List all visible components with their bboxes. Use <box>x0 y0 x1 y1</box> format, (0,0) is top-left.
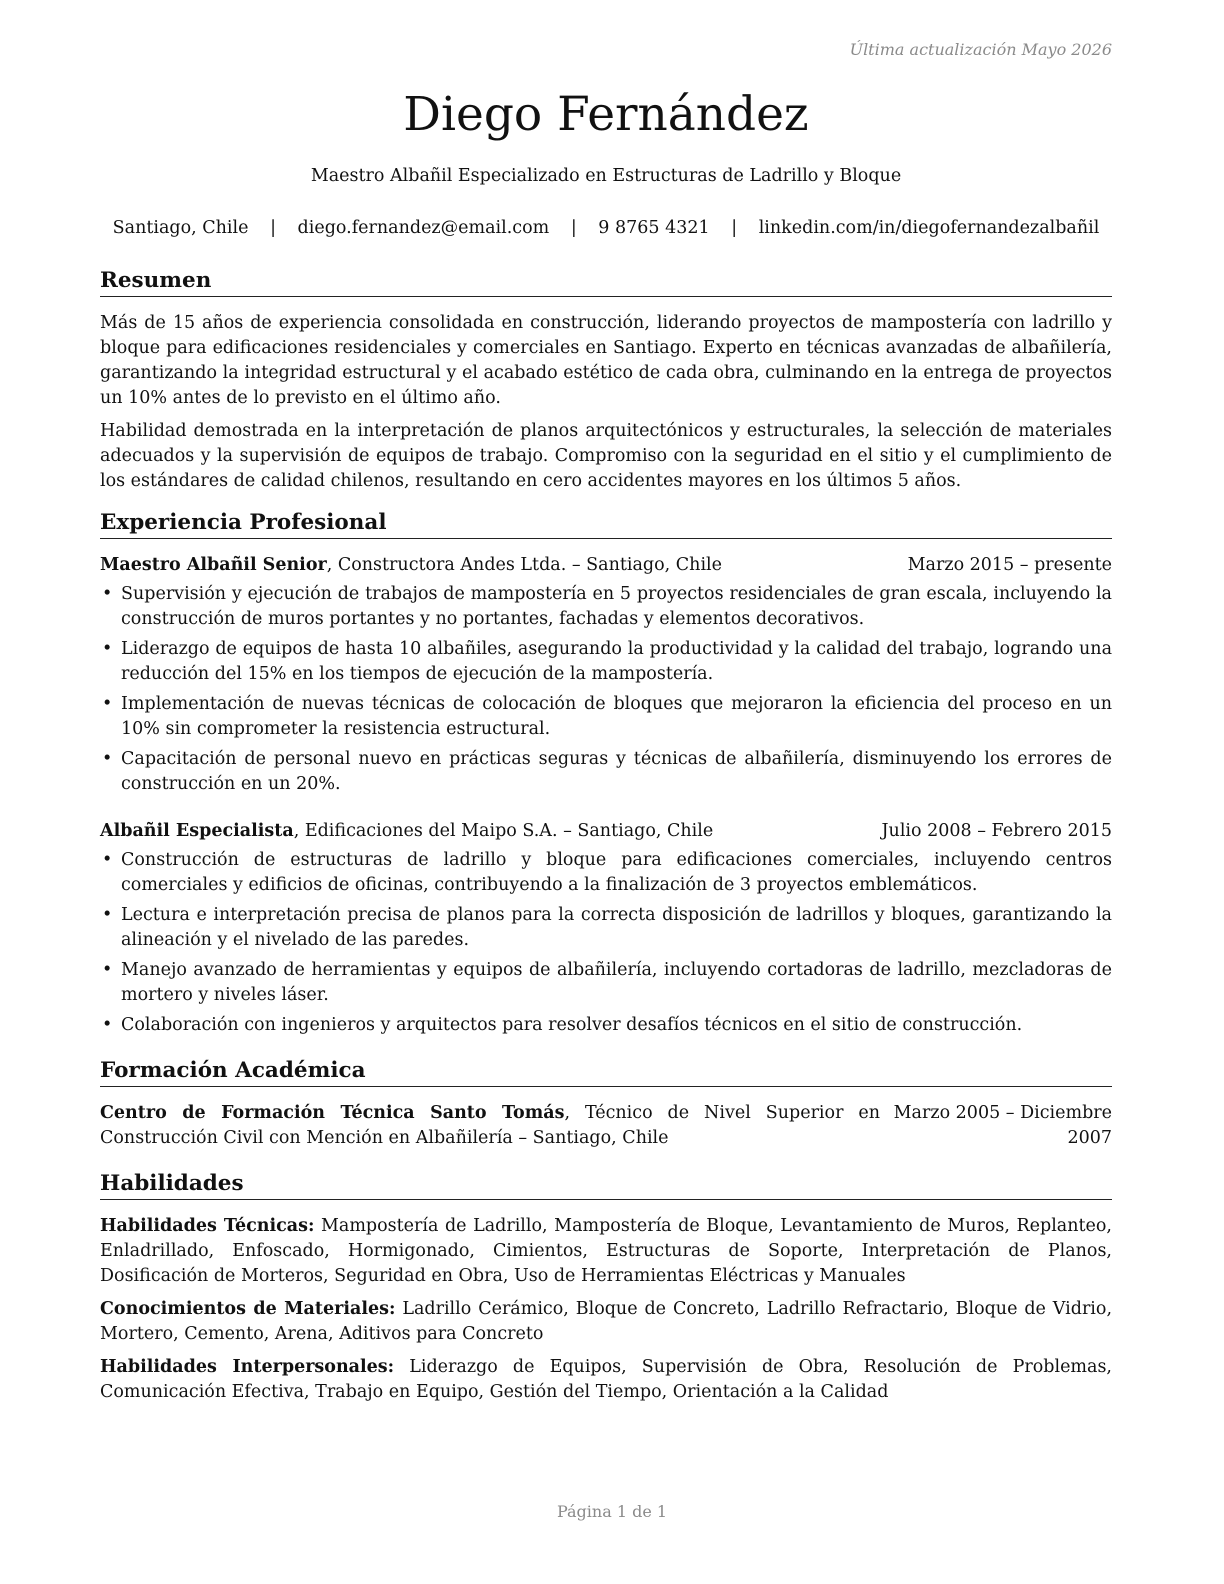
job-entry <box>100 553 1112 797</box>
skill-group-items: Mampostería de Ladrillo, Mampostería de Bloque, Levantamiento de Muros, Replanteo, Enladrillado, Enfoscado, Hormigonado, Cimientos, Estructuras de Soporte, Interpretación de Planos, Dosificación de Morteros, Seguridad en Obra, Uso de Herramientas Eléctricas y Manuales <box>100 1216 1112 1286</box>
contact-line <box>100 216 1112 240</box>
list-item <box>100 692 1112 742</box>
section-heading-education: Formación Académica <box>100 1056 1112 1087</box>
skills-section <box>100 1169 1112 1405</box>
job-dates: Marzo 2015 – presente <box>907 555 1112 575</box>
bullet-icon: • <box>102 694 113 714</box>
job-dates: Julio 2008 – Febrero 2015 <box>881 821 1112 841</box>
bullet-text: Implementación de nuevas técnicas de colocación de bloques que mejoraron la eficiencia del proceso en un 10% sin comprometer la resistencia estructural. <box>121 694 1112 739</box>
summary-paragraph: Habilidad demostrada en la interpretación de planos arquitectónicos y estructurales, la selección de materiales adecuados y la supervisión de equipos de trabajo. Compromiso con la seguridad en el sitio y el cumplimiento de los estándares de calidad chilenos, resultando en cero accidentes mayores en los últimos 5 años. <box>100 421 1112 491</box>
resume-page <box>100 40 1112 1405</box>
list-item <box>100 747 1112 797</box>
section-heading-experience: Experiencia Profesional <box>100 508 1112 539</box>
job-bullets <box>100 848 1112 1038</box>
list-item <box>100 1013 1112 1038</box>
section-heading-skills: Habilidades <box>100 1169 1112 1200</box>
skill-group-label: Habilidades Interpersonales: <box>100 1357 395 1377</box>
bullet-icon: • <box>102 960 113 980</box>
bullet-text: Manejo avanzado de herramientas y equipos de albañilería, incluyendo cortadoras de ladrillo, mezcladoras de mortero y niveles láser. <box>121 960 1112 1005</box>
job-title-line <box>100 553 722 578</box>
contact-email[interactable]: diego.fernandez@email.com <box>297 218 550 238</box>
job-title-line <box>100 819 713 844</box>
bullet-icon: • <box>102 584 113 604</box>
skill-group-label: Habilidades Técnicas: <box>100 1216 315 1236</box>
contact-linkedin[interactable]: linkedin.com/in/diegofernandezalbañil <box>758 218 1100 238</box>
skill-group <box>100 1214 1112 1289</box>
list-item <box>100 848 1112 898</box>
skill-group-items: Ladrillo Cerámico, Bloque de Concreto, Ladrillo Refractario, Bloque de Vidrio, Mortero, Cemento, Arena, Aditivos para Concreto <box>100 1299 1113 1344</box>
skill-group <box>100 1355 1112 1405</box>
contact-phone: 9 8765 4321 <box>598 218 710 238</box>
summary-section <box>100 266 1112 494</box>
bullet-icon: • <box>102 850 113 870</box>
experience-section <box>100 508 1112 1038</box>
job-header <box>100 553 1112 578</box>
bullet-icon: • <box>102 639 113 659</box>
bullet-text: Liderazgo de equipos de hasta 10 albañiles, asegurando la productividad y la calidad del trabajo, logrando una reducción del 15% en los tiempos de ejecución de la mampostería. <box>121 639 1112 684</box>
job-bullets <box>100 582 1112 797</box>
last-updated: Última actualización Mayo 2026 <box>849 40 1112 59</box>
page-number: Página 1 de 1 <box>556 1502 668 1521</box>
bullet-icon: • <box>102 749 113 769</box>
list-item <box>100 637 1112 687</box>
job-company: , Constructora Andes Ltda. – Santiago, Chile <box>326 555 722 575</box>
section-heading-summary: Resumen <box>100 266 1112 297</box>
contact-separator: | <box>270 218 276 238</box>
contact-separator: | <box>570 218 577 238</box>
education-dates: Marzo 2005 – Diciembre 2007 <box>893 1103 1112 1148</box>
list-item <box>100 958 1112 1008</box>
list-item <box>100 903 1112 953</box>
contact-location: Santiago, Chile <box>112 218 249 238</box>
job-role: Maestro Albañil Senior <box>100 555 327 575</box>
contact-separator: | <box>731 218 738 238</box>
education-degree: , Técnico de Nivel Superior en Construcción Civil con Mención en Albañilería – Santiago, Chile <box>100 1103 881 1148</box>
education-entry <box>100 1101 1112 1151</box>
education-section <box>100 1056 1112 1151</box>
education-institution: Centro de Formación Técnica Santo Tomás <box>100 1103 565 1123</box>
job-role: Albañil Especialista <box>100 821 294 841</box>
job-header <box>100 819 1112 844</box>
bullet-icon: • <box>102 905 113 925</box>
job-company: , Edificaciones del Maipo S.A. – Santiago, Chile <box>293 821 714 841</box>
summary-paragraph: Más de 15 años de experiencia consolidada en construcción, liderando proyectos de mampostería con ladrillo y bloque para edificaciones residenciales y comerciales en Santiago. Experto en técnicas avanzadas de albañilería, garantizando la integridad estructural y el acabado estético de cada obra, culminando en la entrega de proyectos un 10% antes de lo previsto en el último año. <box>100 313 1112 408</box>
bullet-icon: • <box>102 1015 113 1035</box>
job-entry <box>100 819 1112 1038</box>
education-description <box>100 1101 880 1151</box>
skill-group-label: Conocimientos de Materiales: <box>100 1299 396 1319</box>
bullet-text: Supervisión y ejecución de trabajos de mampostería en 5 proyectos residenciales de gran escala, incluyendo la construcción de muros portantes y no portantes, fachadas y elementos decorativos. <box>121 584 1112 629</box>
bullet-text: Construcción de estructuras de ladrillo y bloque para edificaciones comerciales, incluyendo centros comerciales y edificios de oficinas, contribuyendo a la finalización de 3 proyectos emblemáticos. <box>121 850 1112 895</box>
bullet-text: Lectura e interpretación precisa de planos para la correcta disposición de ladrillos y bloques, garantizando la alineación y el nivelado de las paredes. <box>121 905 1112 950</box>
bullet-text: Colaboración con ingenieros y arquitectos para resolver desafíos técnicos en el sitio de construcción. <box>121 1015 1023 1035</box>
candidate-name: Diego Fernández <box>403 87 809 142</box>
skill-group-items: Liderazgo de Equipos, Supervisión de Obra, Resolución de Problemas, Comunicación Efectiva, Trabajo en Equipo, Gestión del Tiempo, Orientación a la Calidad <box>100 1357 1112 1402</box>
list-item <box>100 582 1112 632</box>
bullet-text: Capacitación de personal nuevo en prácticas seguras y técnicas de albañilería, disminuyendo los errores de construcción en un 20%. <box>121 749 1112 794</box>
skill-group <box>100 1297 1112 1347</box>
professional-title: Maestro Albañil Especializado en Estructuras de Ladrillo y Bloque <box>310 166 902 186</box>
